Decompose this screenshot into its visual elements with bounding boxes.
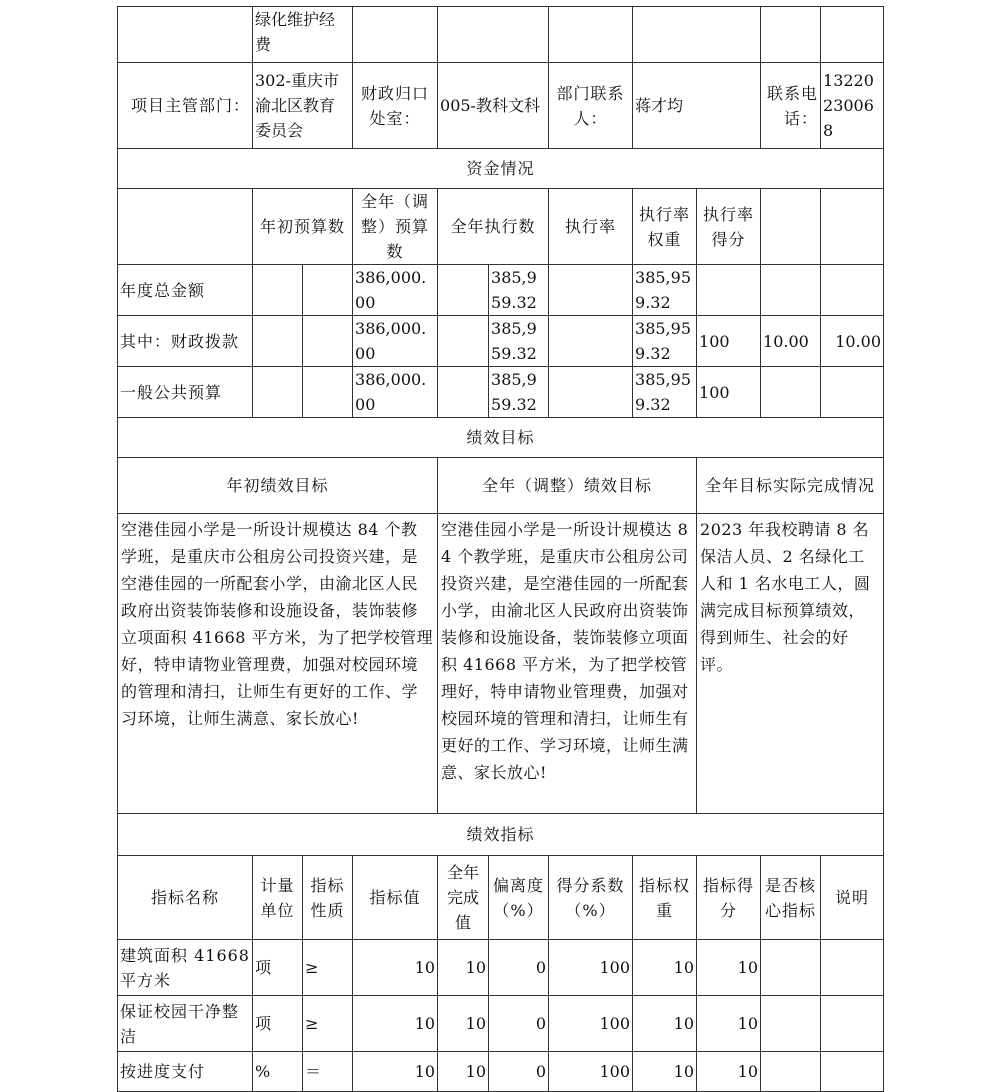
col-score: 指标得分 [697, 856, 761, 940]
fund-name-cell: 绿化维护经费 [253, 7, 353, 63]
indicators-header-row [118, 856, 884, 940]
empty-cell [761, 7, 821, 63]
col-deviation: 偏离度（%） [489, 856, 549, 940]
initial-budget-value: 386,000.00 [353, 316, 438, 367]
goals-content-row [118, 514, 884, 814]
top-row [118, 7, 884, 63]
indicator-deviation: 0 [489, 996, 549, 1052]
indicator-name: 保证校园干净整洁 [118, 996, 253, 1052]
empty-cell [438, 367, 489, 418]
empty-cell [549, 316, 633, 367]
exec-weight-value [761, 367, 821, 418]
col-exec-score: 执行率得分 [697, 189, 761, 265]
adjusted-goal-title: 全年（调整）绩效目标 [438, 458, 697, 514]
empty-cell [438, 316, 489, 367]
empty-cell [761, 189, 821, 265]
indicator-target: 10 [353, 1052, 438, 1092]
exec-score-value [821, 367, 884, 418]
funding-row-total [118, 265, 884, 316]
exec-score-value: 10.00 [821, 316, 884, 367]
initial-budget-value: 386,000.00 [353, 367, 438, 418]
empty-cell [253, 367, 303, 418]
row-label: 其中：财政拨款 [118, 316, 253, 367]
indicator-completed: 10 [438, 996, 489, 1052]
col-initial-budget: 年初预算数 [253, 189, 353, 265]
adjusted-budget-value: 385,959.32 [489, 265, 549, 316]
empty-cell [303, 265, 353, 316]
col-indicator-name: 指标名称 [118, 856, 253, 940]
indicators-section-title: 绩效指标 [118, 814, 884, 856]
row-label: 年度总金额 [118, 265, 253, 316]
finance-value: 005-教科文科 [438, 63, 549, 149]
col-completed: 全年完成值 [438, 856, 489, 940]
empty-cell [821, 7, 884, 63]
initial-budget-value: 386,000.00 [353, 265, 438, 316]
exec-weight-value: 10.00 [761, 316, 821, 367]
empty-cell [549, 367, 633, 418]
empty-cell [353, 7, 438, 63]
indicator-row [118, 996, 884, 1052]
funding-header-row [118, 189, 884, 265]
col-weight: 指标权重 [633, 856, 697, 940]
col-core: 是否核心指标 [761, 856, 821, 940]
col-coefficient: 得分系数（%） [549, 856, 633, 940]
contact-label: 部门联系人： [549, 63, 633, 149]
col-note: 说明 [821, 856, 884, 940]
contact-value: 蒋才均 [633, 63, 761, 149]
indicator-coefficient: 100 [549, 940, 633, 996]
exec-weight-value [761, 265, 821, 316]
col-target: 指标值 [353, 856, 438, 940]
funding-section-title: 资金情况 [118, 149, 884, 189]
col-exec-rate: 执行率 [549, 189, 633, 265]
empty-cell [549, 265, 633, 316]
col-executed: 全年执行数 [438, 189, 549, 265]
empty-cell [253, 265, 303, 316]
indicator-name: 按进度支付 [118, 1052, 253, 1092]
indicator-target: 10 [353, 940, 438, 996]
goals-section-title: 绩效目标 [118, 418, 884, 458]
dept-label: 项目主管部门： [118, 63, 253, 149]
empty-cell [118, 7, 253, 63]
indicator-unit: 项 [253, 996, 303, 1052]
empty-cell [438, 265, 489, 316]
indicator-deviation: 0 [489, 1052, 549, 1092]
performance-report-table [117, 6, 884, 1092]
indicator-weight: 10 [633, 1052, 697, 1092]
initial-goal-title: 年初绩效目标 [118, 458, 438, 514]
empty-cell [303, 367, 353, 418]
goals-header-row [118, 458, 884, 514]
indicator-completed: 10 [438, 940, 489, 996]
executed-value: 385,959.32 [633, 367, 697, 418]
exec-score-value [821, 265, 884, 316]
indicator-core [761, 1052, 821, 1092]
col-unit: 计量单位 [253, 856, 303, 940]
executed-value: 385,959.32 [633, 316, 697, 367]
finance-label: 财政归口处室： [353, 63, 438, 149]
indicator-score: 10 [697, 996, 761, 1052]
indicator-name: 建筑面积 41668 平方米 [118, 940, 253, 996]
phone-value: 13220230068 [821, 63, 884, 149]
indicator-score: 10 [697, 1052, 761, 1092]
indicator-weight: 10 [633, 940, 697, 996]
executed-value: 385,959.32 [633, 265, 697, 316]
indicator-nature: ≥ [303, 940, 353, 996]
empty-cell [821, 189, 884, 265]
indicator-row [118, 940, 884, 996]
indicator-score: 10 [697, 940, 761, 996]
indicator-note [821, 1052, 884, 1092]
phone-label: 联系电话： [761, 63, 821, 149]
empty-cell [303, 316, 353, 367]
initial-goal-text: 空港佳园小学是一所设计规模达 84 个教学班，是重庆市公租房公司投资兴建，是空港佳园的一所配套小学，由渝北区人民政府出资装饰装修和设施设备，装饰装修立项面积 41668 平方米，为了把学校管理好，特申请物业管理费，加强对校园环境的管理和清扫，让师生有更好的工作、学习环境，让师生满意、家长放心! [118, 514, 438, 814]
indicator-note [821, 940, 884, 996]
funding-row-fiscal [118, 316, 884, 367]
goals-section-row [118, 418, 884, 458]
indicator-note [821, 996, 884, 1052]
indicator-coefficient: 100 [549, 1052, 633, 1092]
dept-value: 302-重庆市渝北区教育委员会 [253, 63, 353, 149]
indicator-core [761, 996, 821, 1052]
indicator-target: 10 [353, 996, 438, 1052]
adjusted-budget-value: 385,959.32 [489, 316, 549, 367]
row-label: 一般公共预算 [118, 367, 253, 418]
funding-section-row [118, 149, 884, 189]
indicator-core [761, 940, 821, 996]
actual-goal-title: 全年目标实际完成情况 [697, 458, 884, 514]
indicator-weight: 10 [633, 996, 697, 1052]
indicators-section-row [118, 814, 884, 856]
indicator-unit: 项 [253, 940, 303, 996]
funding-row-public [118, 367, 884, 418]
adjusted-goal-text: 空港佳园小学是一所设计规模达 84 个教学班，是重庆市公租房公司投资兴建，是空港佳园的一所配套小学，由渝北区人民政府出资装饰装修和设施设备，装饰装修立项面积 41668 平方米，为了把学校管理好，特申请物业管理费，加强对校园环境的管理和清扫，让师生有更好的工作、学习环境，让师生满意、家长放心! [438, 514, 697, 814]
indicator-nature: ≥ [303, 996, 353, 1052]
col-adjusted-budget: 全年（调整）预算数 [353, 189, 438, 265]
adjusted-budget-value: 385,959.32 [489, 367, 549, 418]
indicator-unit: % [253, 1052, 303, 1092]
indicator-row [118, 1052, 884, 1092]
exec-rate-value: 100 [697, 316, 761, 367]
actual-goal-text: 2023 年我校聘请 8 名保洁人员、2 名绿化工人和 1 名水电工人，圆满完成目标预算绩效，得到师生、社会的好评。 [697, 514, 884, 814]
empty-cell [438, 7, 549, 63]
indicator-completed: 10 [438, 1052, 489, 1092]
col-exec-weight: 执行率权重 [633, 189, 697, 265]
empty-cell [253, 316, 303, 367]
department-row [118, 63, 884, 149]
indicator-deviation: 0 [489, 940, 549, 996]
col-nature: 指标性质 [303, 856, 353, 940]
exec-rate-value [697, 265, 761, 316]
indicator-coefficient: 100 [549, 996, 633, 1052]
indicator-nature: ＝ [303, 1052, 353, 1092]
empty-cell [118, 189, 253, 265]
exec-rate-value: 100 [697, 367, 761, 418]
empty-cell [549, 7, 633, 63]
empty-cell [633, 7, 761, 63]
